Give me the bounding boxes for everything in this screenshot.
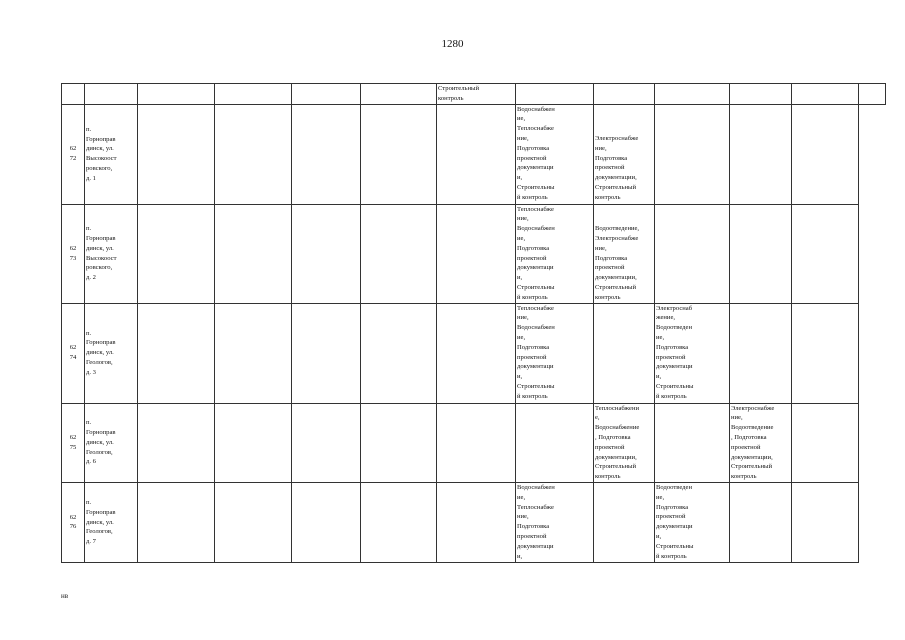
row-number: 62 73	[62, 204, 85, 303]
register-table	[61, 83, 886, 563]
row-address: п. Горноправ динск, ул. Геологов, д. 7	[85, 482, 138, 562]
cell-works	[516, 403, 594, 482]
cell-works: Теплоснабже ние, Водоснабжен ие, Подготовка проектной документаци и, Строительны й контроль	[516, 204, 594, 303]
page-number: 1280	[441, 38, 464, 50]
cell-works	[655, 403, 730, 482]
cell-construction-control: Строительный контроль	[437, 84, 516, 105]
cell-works: Теплоснабжени е, Водоснабжение , Подготовка проектной документации, Строительный контроль	[594, 403, 655, 482]
row-number: 62 75	[62, 403, 85, 482]
row-number: 62 72	[62, 104, 85, 204]
table-row	[62, 104, 886, 204]
cell-works	[730, 104, 792, 204]
cell-works: Водоснабжен ие, Теплоснабже ние, Подготовка проектной документаци и, Строительны й контроль	[516, 104, 594, 204]
table-row	[62, 403, 886, 482]
row-address: п. Горноправ динск, ул. Геологов, д. 6	[85, 403, 138, 482]
cell-works	[594, 303, 655, 403]
cell-works	[730, 303, 792, 403]
cell-works	[730, 204, 792, 303]
table-row	[62, 204, 886, 303]
row-address: п. Горноправ динск, ул. Геологов, д. 3	[85, 303, 138, 403]
table-row-continuation	[62, 84, 886, 105]
table-row	[62, 482, 886, 562]
cell-works	[730, 482, 792, 562]
row-address: п. Горноправ динск, ул. Высокоост ровского, д. 1	[85, 104, 138, 204]
cell-works	[594, 482, 655, 562]
cell-works	[655, 204, 730, 303]
table-row	[62, 303, 886, 403]
footer-mark: нв	[61, 592, 69, 600]
cell-works	[655, 104, 730, 204]
cell-works: Водоснабжен ие, Теплоснабже ние, Подготовка проектной документаци и,	[516, 482, 594, 562]
cell-works: Водоотведен ие, Подготовка проектной документаци и, Строительны й контроль	[655, 482, 730, 562]
cell-works: Водоотведение, Электроснабже ние, Подготовка проектной документации, Строительный контроль	[594, 204, 655, 303]
row-number: 62 76	[62, 482, 85, 562]
cell-works: Электроснабже ние, Подготовка проектной документации, Строительный контроль	[594, 104, 655, 204]
row-address: п. Горноправ динск, ул. Высокоост ровского, д. 2	[85, 204, 138, 303]
cell-works: Электроснаб жение, Водоотведен ие, Подготовка проектной документаци и, Строительны й контроль	[655, 303, 730, 403]
cell-works: Теплоснабже ние, Водоснабжен ие, Подготовка проектной документаци и, Строительны й контроль	[516, 303, 594, 403]
cell-works: Электроснабже ние, Водоотведение , Подготовка проектной документации, Строительный контроль	[730, 403, 792, 482]
row-number: 62 74	[62, 303, 85, 403]
